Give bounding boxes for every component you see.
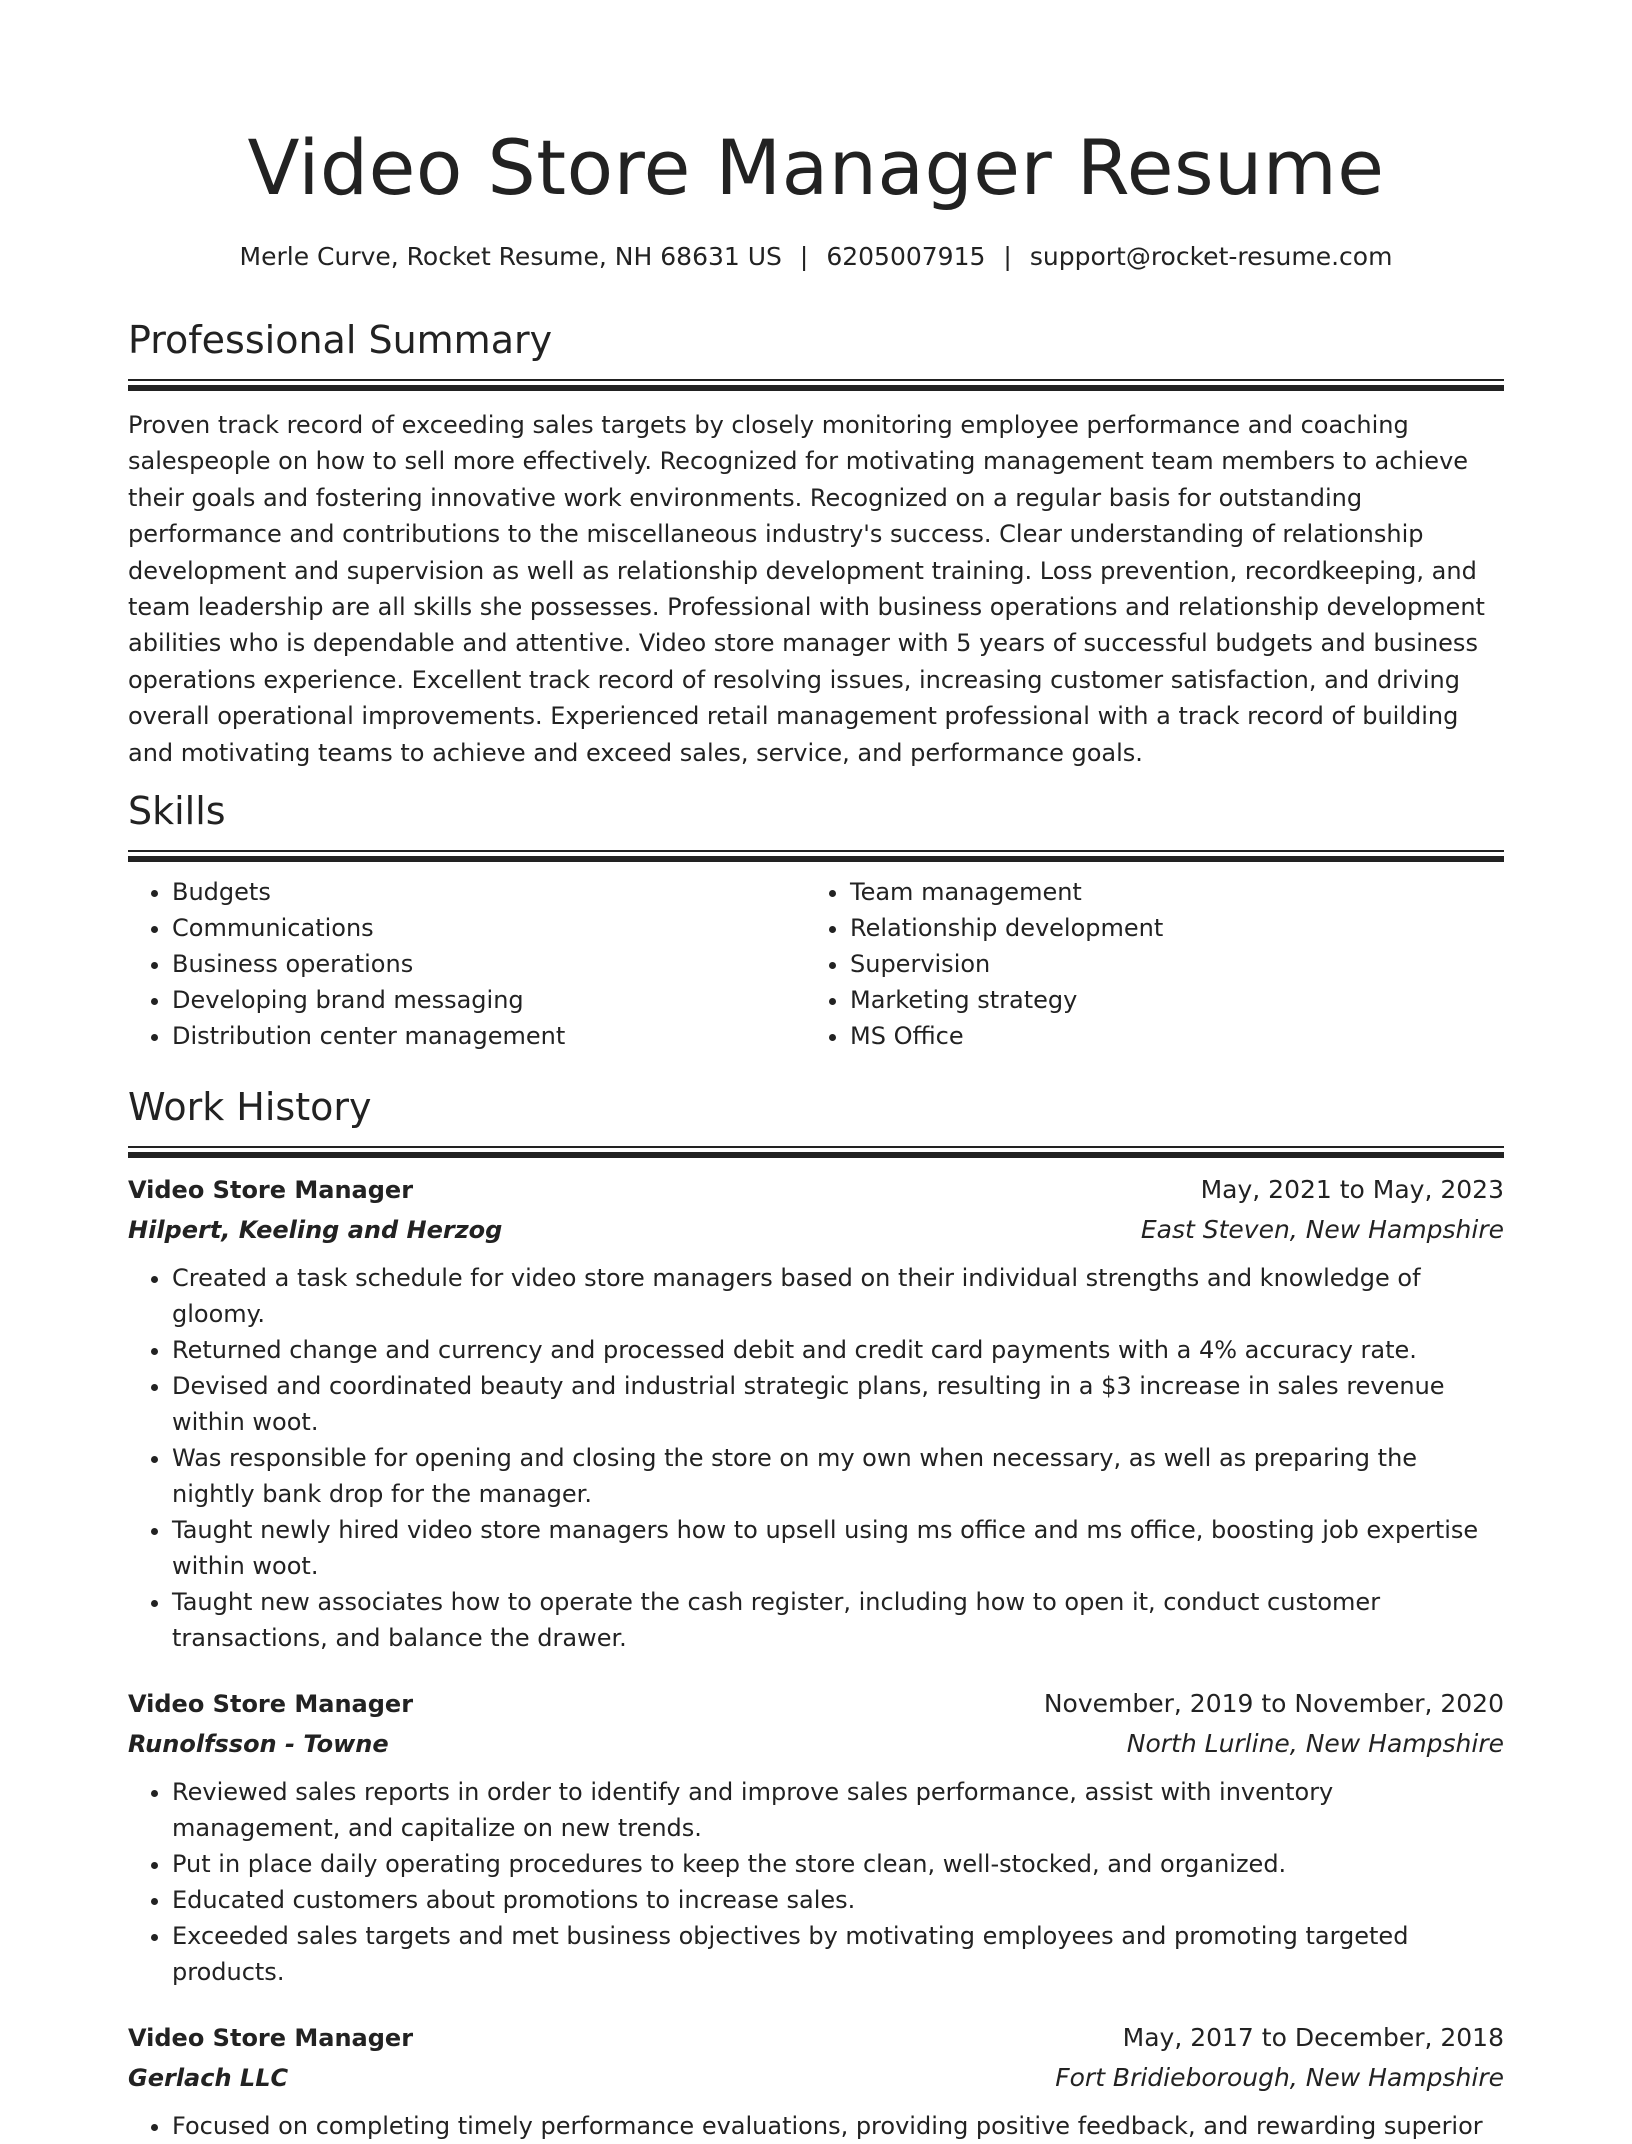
section-divider bbox=[128, 1146, 1504, 1158]
skills-heading: Skills bbox=[128, 789, 226, 833]
contact-line bbox=[128, 240, 1504, 274]
job-title: Video Store Manager bbox=[128, 2024, 414, 2052]
job-bullets bbox=[128, 2108, 1504, 2144]
skills-column-left bbox=[128, 874, 806, 1054]
job-company-row bbox=[128, 1210, 1504, 1250]
job-entry bbox=[128, 1170, 1504, 1656]
skill-item: • Communications bbox=[172, 910, 806, 946]
skills-column-right bbox=[806, 874, 1484, 1054]
job-bullet: • Taught new associates how to operate the cash register, including how to open it, conduct customer transactions, and balance the drawer. bbox=[172, 1584, 1504, 1656]
skill-item: • Marketing strategy bbox=[850, 982, 1484, 1018]
job-entry bbox=[128, 2018, 1504, 2144]
job-location: East Steven, New Hampshire bbox=[1140, 1215, 1504, 1244]
skills-section bbox=[128, 786, 1504, 1054]
job-entry bbox=[128, 1684, 1504, 1990]
contact-separator: | bbox=[799, 242, 809, 271]
job-bullet: • Returned change and currency and processed debit and credit card payments with a 4% accuracy rate. bbox=[172, 1332, 1504, 1368]
job-title: Video Store Manager bbox=[128, 1690, 414, 1718]
job-bullet: • Was responsible for opening and closing the store on my own when necessary, as well as preparing the nightly bank drop for the manager. bbox=[172, 1440, 1504, 1512]
job-bullet: • Exceeded sales targets and met business objectives by motivating employees and promoting targeted products. bbox=[172, 1918, 1504, 1990]
job-dates: May, 2021 to May, 2023 bbox=[1200, 1175, 1504, 1204]
job-bullet: • Taught newly hired video store managers how to upsell using ms office and ms office, boosting job expertise within woot. bbox=[172, 1512, 1504, 1584]
job-company: Gerlach LLC bbox=[128, 2064, 289, 2092]
summary-heading: Professional Summary bbox=[128, 318, 553, 362]
job-bullet: • Created a task schedule for video store managers based on their individual strengths and knowledge of gloomy. bbox=[172, 1260, 1504, 1332]
job-header-row bbox=[128, 2018, 1504, 2058]
resume-title: Video Store Manager Resume bbox=[247, 123, 1385, 212]
job-location: Fort Bridieborough, New Hampshire bbox=[1055, 2063, 1504, 2092]
job-bullet: • Put in place daily operating procedures to keep the store clean, well-stocked, and organized. bbox=[172, 1846, 1504, 1882]
job-dates: May, 2017 to December, 2018 bbox=[1122, 2023, 1504, 2052]
contact-separator: | bbox=[1003, 242, 1012, 271]
skill-item: • Relationship development bbox=[850, 910, 1484, 946]
job-dates: November, 2019 to November, 2020 bbox=[1043, 1689, 1504, 1718]
work-heading: Work History bbox=[128, 1085, 372, 1129]
job-bullets bbox=[128, 1774, 1504, 1990]
job-header-row bbox=[128, 1684, 1504, 1724]
job-company-row bbox=[128, 1724, 1504, 1764]
job-bullets bbox=[128, 1260, 1504, 1656]
job-company: Runolfsson - Towne bbox=[128, 1730, 389, 1758]
section-divider bbox=[128, 850, 1504, 862]
job-bullet: • Devised and coordinated beauty and industrial strategic plans, resulting in a $3 increase in sales revenue within woot. bbox=[172, 1368, 1504, 1440]
job-company-row bbox=[128, 2058, 1504, 2098]
job-location: North Lurline, New Hampshire bbox=[1126, 1729, 1504, 1758]
work-section bbox=[128, 1082, 1504, 2144]
skill-item: • Developing brand messaging bbox=[172, 982, 806, 1018]
skill-item: • Budgets bbox=[172, 874, 806, 910]
job-company: Hilpert, Keeling and Herzog bbox=[128, 1216, 503, 1244]
contact-phone: 6205007915 bbox=[826, 242, 986, 271]
skill-item: • Team management bbox=[850, 874, 1484, 910]
skill-item: • Business operations bbox=[172, 946, 806, 982]
skill-item: • MS Office bbox=[850, 1018, 1484, 1054]
job-bullet: • Focused on completing timely performance evaluations, providing positive feedback, and rewarding superior bbox=[172, 2108, 1504, 2144]
job-bullet: • Reviewed sales reports in order to identify and improve sales performance, assist with inventory management, and capitalize on new trends. bbox=[172, 1774, 1504, 1846]
job-title: Video Store Manager bbox=[128, 1176, 414, 1204]
job-header-row bbox=[128, 1170, 1504, 1210]
summary-section bbox=[128, 315, 1504, 771]
skill-item: • Supervision bbox=[850, 946, 1484, 982]
job-bullet: • Educated customers about promotions to increase sales. bbox=[172, 1882, 1504, 1918]
skill-item: • Distribution center management bbox=[172, 1018, 806, 1054]
section-divider bbox=[128, 379, 1504, 391]
contact-email: support@rocket-resume.com bbox=[1029, 242, 1393, 271]
skills-grid bbox=[128, 874, 1504, 1054]
contact-address: Merle Curve, Rocket Resume, NH 68631 US bbox=[239, 242, 782, 271]
summary-text: Proven track record of exceeding sales targets by closely monitoring employee performance and coaching salespeople on how to sell more effectively. Recognized for motivating management team members to achieve their goals and fostering innovative work environments. Recognized on a regular basis for outstanding performance and contributions to the miscellaneous industry's success. Clear understanding of relationship development and supervision as well as relationship development training. Loss prevention, recordkeeping, and team leadership are all skills she possesses. Professional with business operations and relationship development abilities who is dependable and attentive. Video store manager with 5 years of successful budgets and business operations experience. Excellent track record of resolving issues, increasing customer satisfaction, and driving overall operational improvements. Experienced retail management professional with a track record of building and motivating teams to achieve and exceed sales, service, and performance goals. bbox=[128, 411, 1485, 767]
